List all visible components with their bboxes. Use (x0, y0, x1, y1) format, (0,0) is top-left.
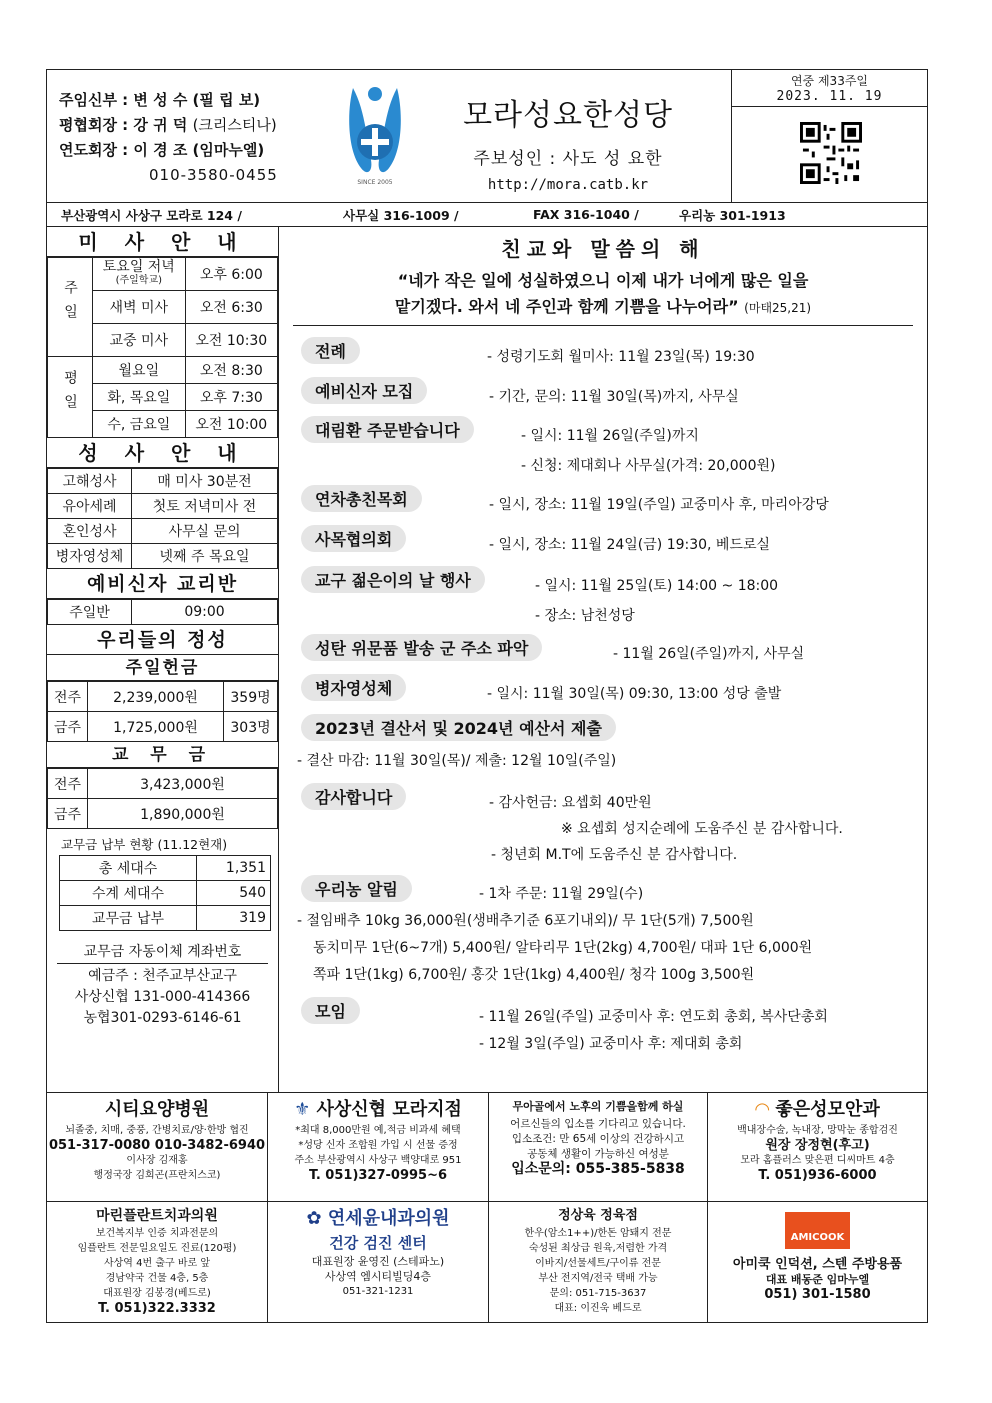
account-list (47, 966, 278, 1029)
notice-line: - 기간, 문의: 11월 30일(목)까지, 사무실 (489, 389, 739, 405)
mass-time: 오후 7:30 (185, 384, 277, 411)
ad-line: 뇌졸중, 치매, 중풍, 간병치료/양·한방 협진 (65, 1125, 249, 1136)
address: 부산광역시 사상구 모라로 124 / (61, 207, 242, 223)
weekday-label: 평일 (48, 357, 93, 438)
notice-column (279, 227, 927, 1093)
council-baptismal-name: (크리스티나) (192, 116, 277, 134)
mass-table (47, 257, 278, 438)
mass-time: 오전 10:00 (185, 411, 277, 438)
notice-line: - 감사헌금: 요셉회 40만원 (489, 795, 652, 811)
ad-line: 보건복지부 인증 치과전문의 (95, 1228, 219, 1239)
notice-title: 2023년 결산서 및 2024년 예산서 제출 (301, 714, 616, 741)
notice-line: ※ 요셉회 성지순례에 도움주신 분 감사합니다. (561, 821, 843, 837)
catechumen-table (47, 599, 278, 625)
ad-nursing-home (489, 1093, 708, 1202)
ad-line: 사상역 4번 출구 바로 앞 (103, 1258, 211, 1269)
ad-line: 모라 홈플러스 맞은편 디씨마트 4층 (740, 1155, 895, 1166)
sacrament-title: 성 사 안 내 (47, 438, 278, 468)
ad-line: 대표원장 윤영진 (스테파노) (311, 1255, 445, 1268)
status-value: 319 (197, 906, 271, 931)
ads-section (47, 1093, 927, 1322)
ad-title: ✿ 연세윤내과의원 (306, 1208, 450, 1229)
mass-time: 오전 8:30 (185, 357, 277, 384)
status-value: 540 (197, 881, 271, 906)
ad-line: 행정국장 김희곤(프란치스코) (93, 1170, 221, 1181)
notice-title: 전례 (301, 337, 360, 364)
status-label: 교무금 납부 (60, 906, 197, 931)
council-line: 평협회장 : 강 귀 덕 (59, 116, 188, 134)
mass-time: 오전 6:30 (185, 291, 277, 324)
bulletin-frame (46, 69, 928, 1323)
sacrament-value: 넷째 주 목요일 (132, 544, 278, 569)
notice-title: 우리농 알림 (301, 875, 412, 902)
notice-title: 병자영성체 (301, 674, 406, 701)
notice-line: - 결산 마감: 11월 30일(목)/ 제출: 12월 10일(주일) (297, 753, 617, 769)
sunday-label: 주일 (48, 258, 93, 357)
ad-phone: 051-321-1231 (342, 1286, 414, 1297)
ad-phone: T. 051)327-0995~6 (308, 1168, 448, 1183)
account-title: 교무금 자동이체 계좌번호 (57, 941, 268, 964)
ad-phone: 051-317-0080 010-3482-6940 (48, 1138, 266, 1153)
sunday-offering-table (47, 681, 278, 742)
ad-line: *최대 8,000만원 예,적금 비과세 혜택 (295, 1125, 461, 1136)
ad-phone: 문의: 051-715-3637 (549, 1288, 647, 1299)
ad-line: 주소 부산광역시 사상구 백양대로 951 (294, 1155, 462, 1166)
sacrament-name: 병자영성체 (48, 544, 132, 569)
notice-title: 모임 (301, 997, 360, 1024)
sacrament-value: 사무실 문의 (132, 519, 278, 544)
ad-phone: T. 051)322.3332 (98, 1301, 216, 1316)
account-number: 사상신협 131-000-414366 (74, 989, 251, 1005)
left-column (47, 227, 279, 1093)
ad-line: 부산 전지역/전국 택배 가능 (538, 1273, 658, 1284)
mass-name: 토요일 저녁 (주일학교) (93, 258, 186, 291)
fax-number: FAX 316-1040 / (533, 207, 639, 222)
office-phone: 사무실 316-1009 / (343, 207, 459, 223)
notice-line: - 일시: 11월 25일(토) 14:00 ~ 18:00 (535, 578, 779, 594)
parish-block (453, 90, 683, 193)
ad-line: 대표원장 김봉경(베드로) (103, 1288, 211, 1299)
mass-name: 월요일 (93, 357, 186, 384)
ad-amicook (708, 1202, 927, 1322)
offering-count: 359명 (224, 682, 278, 712)
quote-reference: (마태25,21) (744, 301, 812, 315)
ad-phone: 051) 301-1580 (764, 1287, 871, 1302)
offering-week: 전주 (48, 682, 88, 712)
qr-code-icon[interactable] (800, 122, 862, 184)
notice-title: 예비신자 모집 (301, 377, 427, 404)
offering-count: 303명 (224, 712, 278, 742)
mass-name: 교중 미사 (93, 324, 186, 357)
notice-line: - 청년회 M.T에 도움주신 분 감사합니다. (491, 847, 738, 863)
mass-name: 화, 목요일 (93, 384, 186, 411)
staff-list (59, 88, 278, 188)
ad-line: 대표: 이진욱 베드로 (554, 1303, 642, 1314)
dues-amount: 3,423,000원 (88, 769, 278, 799)
status-label: 총 세대수 (60, 856, 197, 881)
ad-title: ◠ 좋은성모안과 (755, 1099, 880, 1120)
notice-line: 쪽파 1단(1kg) 6,700원/ 홍갓 1단(1kg) 4,400원/ 청각 100g 3,500원 (313, 967, 755, 983)
dues-title: 교 무 금 (47, 742, 278, 768)
ad-line: 백내장수술, 녹내장, 망막눈 종합검진 (737, 1125, 898, 1136)
notice-line: - 일시: 11월 26일(주일)까지 (521, 428, 699, 444)
logo-since-text: SINCE 2005 (357, 179, 393, 186)
notice-title: 대림환 주문받습니다 (301, 416, 474, 443)
sacrament-name: 유아세례 (48, 494, 132, 519)
farm-phone: 우리농 301-1913 (679, 207, 786, 223)
sunday-offering-title: 주일헌금 (47, 655, 278, 681)
ad-title: 시티요양병원 (104, 1099, 210, 1120)
ad-city-hospital (47, 1093, 268, 1202)
ad-line: 경남약국 건물 4층, 5층 (105, 1273, 209, 1284)
quote-line: 맡기겠다. 와서 네 주인과 함께 기쁨을 나누어라” (394, 297, 739, 316)
year-theme-title: 친교와 말씀의 해 (501, 237, 705, 261)
notice-line: - 11월 26일(주일) 교중미사 후: 연도회 총회, 복사단총회 (479, 1009, 828, 1025)
notice-title: 사목협의회 (301, 525, 406, 552)
notice-line: 동치미무 1단(6~7개) 5,400원/ 알타리무 1단(2kg) 4,700원/ 대파 1단 6,000원 (313, 940, 813, 956)
mass-name: 새벽 미사 (93, 291, 186, 324)
legion-line: 연도회장 : 이 경 조 (임마누엘) (59, 141, 265, 159)
ad-title: 아미쿡 인덕션, 스텐 주방용품 (732, 1257, 903, 1272)
ad-line: 원장 장정현(후고) (765, 1138, 870, 1153)
credit-union-logo-icon: ⚜ (294, 1099, 311, 1120)
mass-time: 오후 6:00 (185, 258, 277, 291)
ad-phone: 입소문의: 055-385-5838 (511, 1161, 685, 1177)
ad-dental (47, 1202, 268, 1322)
notice-title: 감사합니다 (301, 783, 406, 810)
staff-phone: 010-3580-0455 (149, 166, 278, 184)
offering-amount: 2,239,000원 (88, 682, 224, 712)
sacrament-name: 혼인성사 (48, 519, 132, 544)
notice-line: - 12월 3일(주일) 교중미사 후: 제대회 총회 (479, 1036, 743, 1052)
ad-line: 한우(암소1++)/한돈 암돼지 전문 (524, 1228, 672, 1239)
notice-title: 교구 젊은이의 날 행사 (301, 566, 485, 593)
ad-line: 숙성된 최상급 원육,저렴한 가격 (528, 1243, 668, 1254)
status-value: 1,351 (197, 856, 271, 881)
ad-line: 이사장 김재홍 (126, 1155, 188, 1166)
ad-title: 무아골에서 노후의 기쁨을함께 하실 (512, 1100, 684, 1113)
patron-saint: 주보성인 : 사도 성 요한 (473, 149, 663, 169)
eye-clinic-logo-icon: ◠ (755, 1099, 770, 1120)
clinic-logo-icon: ✿ (306, 1208, 322, 1229)
ad-line: 대표 배동준 임마누엘 (765, 1273, 870, 1286)
catechumen-title: 예비신자 교리반 (47, 569, 278, 599)
sacrament-value: 첫토 저녁미사 전 (132, 494, 278, 519)
ad-title: 마린플란트치과의원 (96, 1208, 218, 1224)
parish-url[interactable]: http://mora.catb.kr (487, 177, 649, 193)
ad-line: 사상역 엠시티빌딩4층 (324, 1270, 432, 1283)
dues-status-table (59, 855, 271, 931)
ad-line: 이바지/선물세트/구이류 전문 (535, 1258, 661, 1269)
issue-box (731, 70, 927, 203)
mass-time: 오전 10:30 (185, 324, 277, 357)
dues-week: 금주 (48, 799, 88, 829)
ad-line: 입소조건: 만 65세 이상의 건강하시고 (511, 1133, 685, 1145)
amicook-logo-icon: AMICOOK (785, 1212, 851, 1249)
scripture-quote (293, 268, 913, 326)
issue-week: 연중 제33주일 (790, 74, 869, 88)
status-label: 수계 세대수 (60, 881, 197, 906)
mass-title: 미 사 안 내 (47, 227, 278, 257)
sacrament-value: 매 미사 30분전 (132, 469, 278, 494)
pastor-line: 주임신부 : 변 성 수 (필 립 보) (59, 91, 261, 109)
parish-name: 모라성요한성당 (463, 98, 673, 133)
issue-date: 2023. 11. 19 (732, 89, 927, 107)
dues-week: 전주 (48, 769, 88, 799)
ad-line: *성당 신자 조합원 가입 시 선물 증정 (298, 1140, 458, 1151)
ad-line: 공동체 생활이 가능하신 여성분 (527, 1148, 669, 1160)
account-number: 농협301-0293-6146-61 (83, 1010, 242, 1026)
sacrament-name: 고해성사 (48, 469, 132, 494)
ad-butcher (489, 1202, 708, 1322)
dues-table (47, 768, 278, 829)
notice-line: - 절임배추 10kg 36,000원(생배추기준 6포기내외)/ 무 1단(5개) 7,500원 (297, 913, 754, 929)
notice-line: - 일시, 장소: 11월 19일(주일) 교중미사 후, 마리아강당 (489, 497, 829, 513)
ad-line: 임플란트 전문일요일도 진료(120평) (77, 1243, 237, 1254)
ad-title: ⚜ 사상신협 모라지점 (294, 1099, 462, 1120)
ad-eye-clinic (708, 1093, 927, 1202)
main-content (47, 227, 927, 1093)
notice-title: 성탄 위문품 발송 군 주소 파악 (301, 634, 542, 661)
notice-line: - 일시: 11월 30일(목) 09:30, 13:00 성당 출발 (487, 686, 782, 702)
notice-line: - 1차 주문: 11월 29일(수) (479, 886, 644, 902)
notice-line: - 신청: 제대회나 사무실(가격: 20,000원) (521, 458, 776, 474)
notice-line: - 11월 26일(주일)까지, 사무실 (613, 646, 805, 662)
notice-line: - 성령기도회 월미사: 11월 23일(목) 19:30 (487, 349, 755, 365)
quote-line: “네가 작은 일에 성실하였으니 이제 내가 너에게 많은 일을 (397, 271, 809, 290)
address-bar (47, 203, 927, 227)
notice-line: - 일시, 장소: 11월 24일(금) 19:30, 베드로실 (489, 537, 771, 553)
notice-title: 연차총친목회 (301, 485, 422, 512)
ad-line: 어르신들의 입소를 기다리고 있습니다. (510, 1118, 686, 1130)
ad-credit-union (268, 1093, 489, 1202)
dues-amount: 1,890,000원 (88, 799, 278, 829)
mass-name: 수, 금요일 (93, 411, 186, 438)
ad-title: 정상육 정육점 (558, 1208, 638, 1223)
account-holder: 예금주 : 천주교부산교구 (88, 968, 237, 984)
catechumen-label: 주일반 (48, 600, 132, 625)
offering-title: 우리들의 정성 (47, 625, 278, 655)
offering-week: 금주 (48, 712, 88, 742)
bulletin-header (47, 70, 927, 203)
ad-internal-clinic (268, 1202, 489, 1322)
catechumen-time: 09:00 (132, 600, 278, 625)
notice-line: - 장소: 남천성당 (535, 608, 635, 624)
sacrament-table (47, 468, 278, 569)
parish-logo-icon (343, 80, 407, 190)
ad-line: 건강 검진 센터 (329, 1234, 427, 1252)
offering-amount: 1,725,000원 (88, 712, 224, 742)
dues-status-note: 교무금 납부 현황 (11.12현재) (61, 837, 228, 852)
ad-phone: T. 051)936-6000 (758, 1168, 877, 1183)
